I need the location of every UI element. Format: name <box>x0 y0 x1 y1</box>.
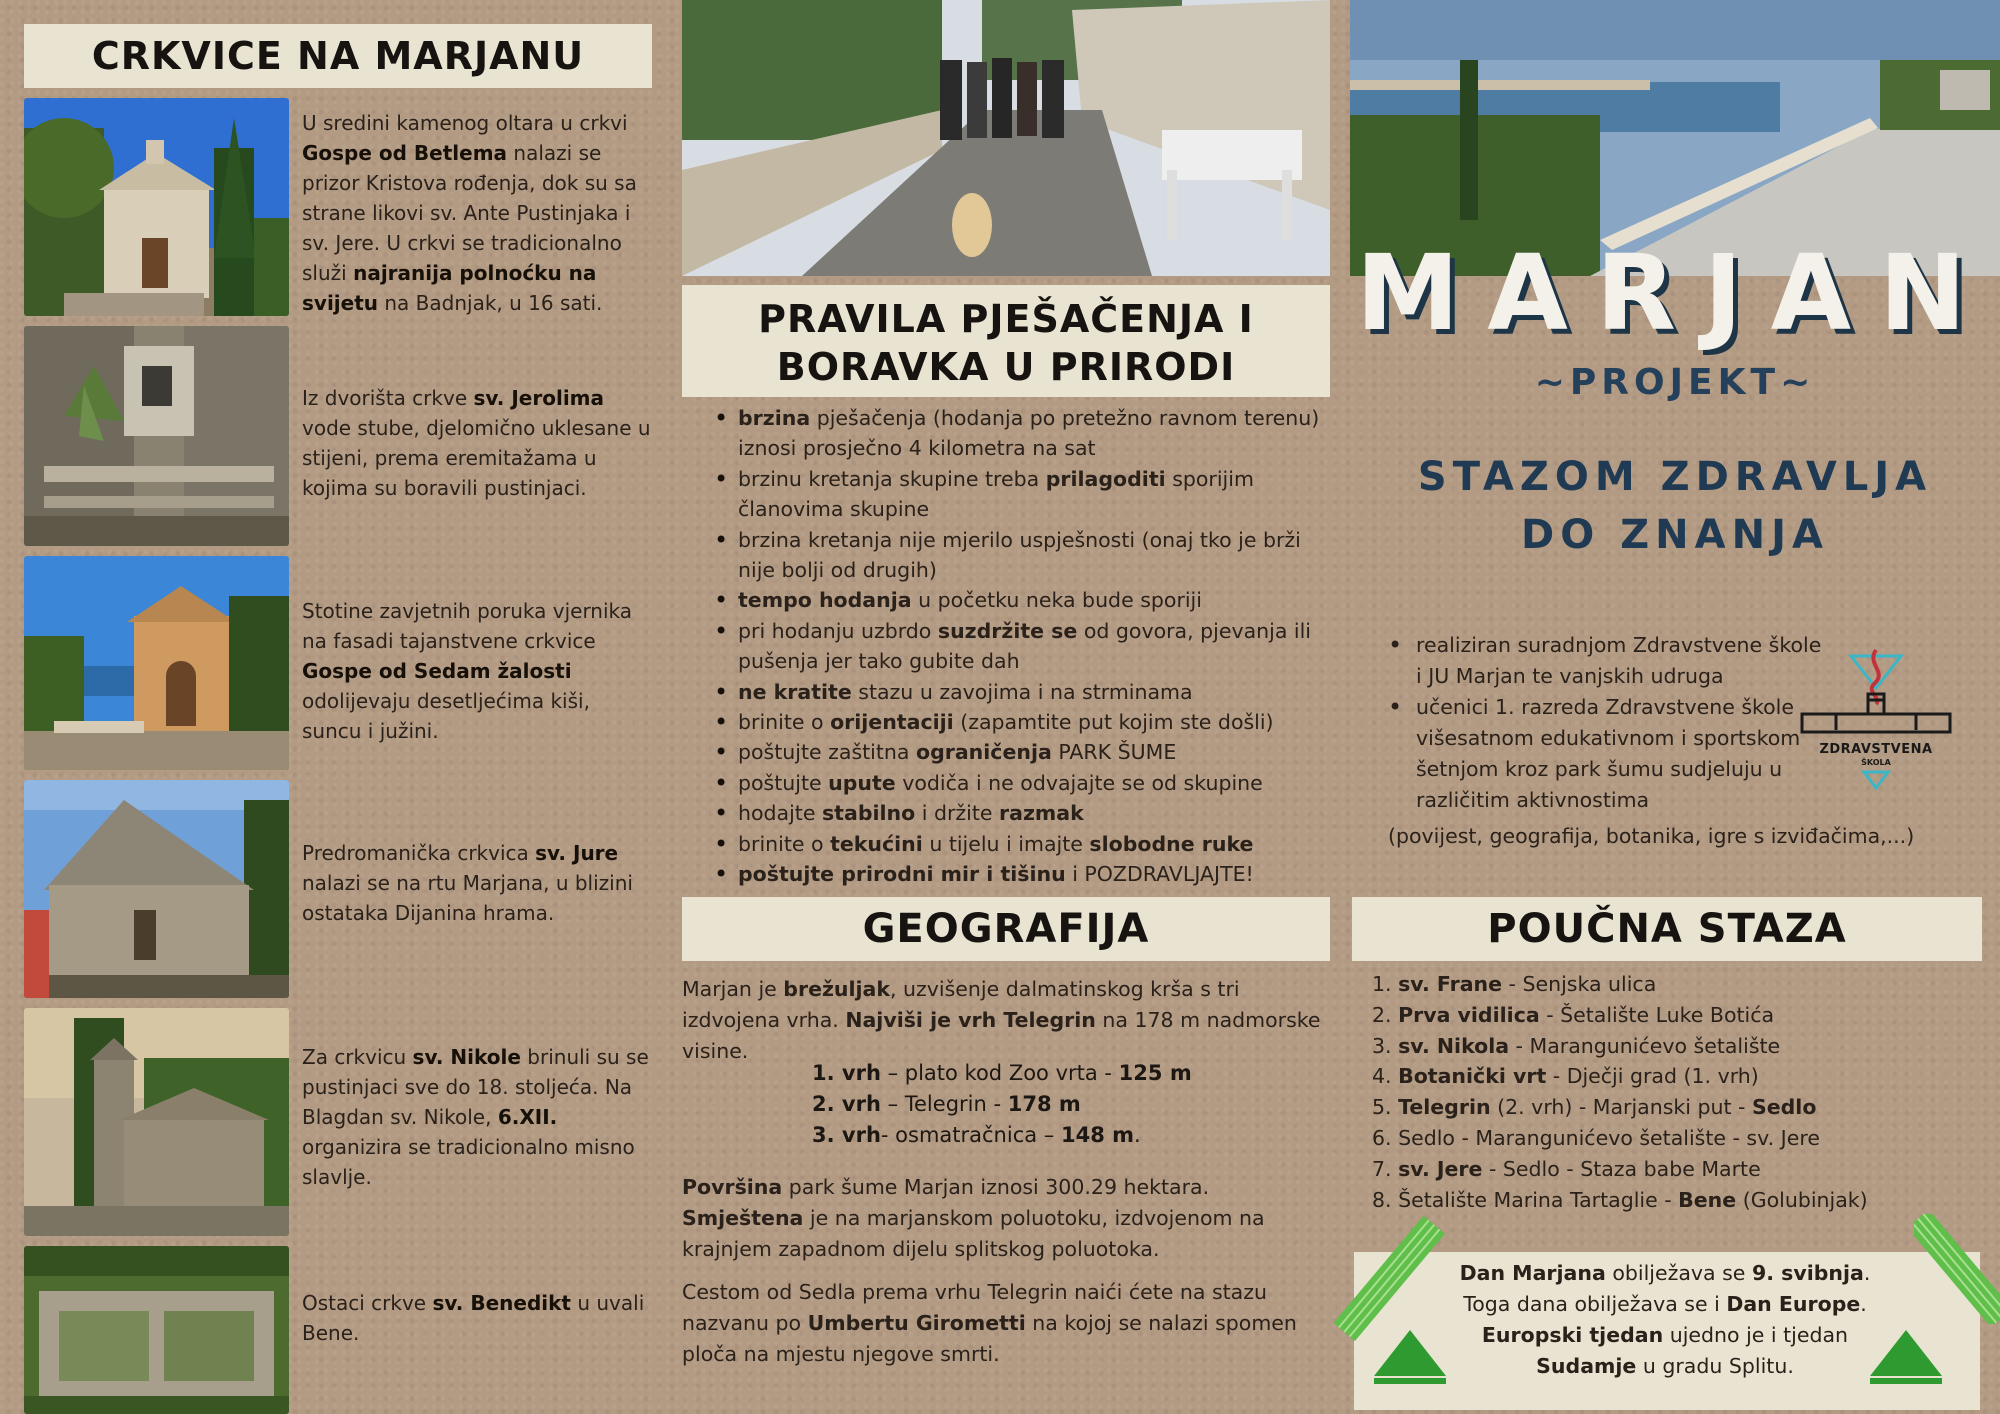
green-tape-left <box>1330 1214 1450 1344</box>
trail-item: 7. sv. Jere - Sedlo - Staza babe Marte <box>1372 1156 1761 1181</box>
church-photo-betlem <box>24 98 289 316</box>
peak-item: 3. vrh- osmatračnica – 148 m. <box>812 1123 1141 1147</box>
rule-item: • tempo hodanja u početku neka bude sporiji <box>694 585 1334 615</box>
trail-item: 4. Botanički vrt - Dječji grad (1. vrh) <box>1372 1064 1759 1089</box>
geography-title: GEOGRAFIJA <box>682 897 1330 961</box>
marjan-day-text: Dan Marjana obilježava se 9. svibnja. Toga dana obilježava se i Dan Europe. Europski tjedan ujedno je i tjedan Sudamje u gradu Splitu. <box>1459 1261 1871 1378</box>
church-text-sv-nikola: Za crkvicu sv. Nikole brinuli su se pustinjaci sve do 18. stoljeća. Na Blagdan sv. Nikole, 6.XII. organizira se tradicionalno misno slavlje. <box>302 1045 649 1189</box>
rule-item: • brinite o tekućini u tijelu i imajte slobodne ruke <box>694 829 1334 859</box>
church-photo-sv-jure <box>24 780 289 998</box>
project-list <box>1386 630 1826 816</box>
church-text-sv-benedikt: Ostaci crkve sv. Benedikt u uvali Bene. <box>302 1291 645 1345</box>
rule-item: • brinite o orijentaciji (zapamtite put kojim ste došli) <box>694 707 1334 737</box>
geography-intro: Marjan je brežuljak, uzvišenje dalmatinskog krša s tri izdvojena vrha. Najviši je vrh Telegrin na 178 m nadmorske visine. <box>682 977 1321 1063</box>
church-photo-sv-benedikt <box>24 1246 289 1414</box>
rule-item: • poštujte prirodni mir i tišinu i POZDRAVLJAJTE! <box>694 859 1334 889</box>
logo-sublabel: ŠKOLA <box>1861 758 1891 767</box>
logo-label: ZDRAVSTVENA <box>1819 742 1933 757</box>
trail-item: 6. Sedlo - Marangunićevo šetalište - sv. Jere <box>1372 1125 1820 1150</box>
rules-title <box>682 285 1330 397</box>
trail-item: 8. Šetalište Marina Tartaglie - Bene (Golubinjak) <box>1372 1187 1868 1212</box>
tree-icon <box>1370 1326 1450 1386</box>
trail-item: 3. sv. Nikola - Marangunićevo šetalište <box>1372 1033 1781 1058</box>
middle-panel <box>670 0 1350 1414</box>
subtitle-line2: DO ZNANJA <box>1521 512 1829 558</box>
rule-item: • pri hodanju uzbrdo suzdržite se od govora, pjevanja ili pušenja jer tako gubite dah <box>694 616 1334 677</box>
rule-item: • brzinu kretanja skupine treba prilagoditi sporijim članovima skupine <box>694 464 1334 525</box>
church-text-sedam-zalosti: Stotine zavjetnih poruka vjernika na fasadi tajanstvene crkvice Gospe od Sedam žalosti odolijevaju desetljećima kiši, suncu i južini. <box>302 599 633 743</box>
project-item: • realiziran suradnjom Zdravstvene škole i JU Marjan te vanjskih udruga <box>1386 630 1826 692</box>
rules-title-line1: PRAVILA PJEŠAČENJA I <box>758 297 1254 341</box>
rule-item: • brzina kretanja nije mjerilo uspješnosti (onaj tko je brži nije bolji od drugih) <box>694 525 1334 586</box>
trail-item: 2. Prva vidilica - Šetalište Luke Botića <box>1372 1002 1775 1027</box>
church-text-betlem: U sredini kamenog oltara u crkvi Gospe od Betlema nalazi se prizor Kristova rođenja, dok su sa strane likovi sv. Ante Pustinjaka i sv. Jere. U crkvi se tradicionalno služi najranija polnoćku na svijetu na Badnjak, u 16 sati. <box>302 111 637 315</box>
peak-item: 1. vrh – plato kod Zoo vrta - 125 m <box>812 1061 1192 1085</box>
rule-item: • hodajte stabilno i držite razmak <box>694 798 1334 828</box>
church-photo-sedam-zalosti <box>24 556 289 770</box>
hikers-photo <box>682 0 1330 276</box>
marjan-title: MARJAN <box>1355 232 1995 354</box>
rule-item: • poštujte zaštitna ograničenja PARK ŠUME <box>694 737 1334 767</box>
church-photo-jerolim <box>24 326 289 546</box>
school-logo <box>1796 644 1956 794</box>
left-panel <box>0 0 670 1414</box>
subtitle-line1: STAZOM ZDRAVLJA <box>1417 454 1933 500</box>
trail-list <box>1372 969 1972 1215</box>
educational-trail-title: POUČNA STAZA <box>1352 897 1982 961</box>
green-tape-right <box>1914 1214 2000 1324</box>
church-photo-sv-nikola <box>24 1008 289 1236</box>
project-item: • učenici 1. razreda Zdravstvene škole višesatnom edukativnom i sportskom šetnjom kroz park šumu sudjeluju u različitim aktivnostima <box>1386 692 1826 816</box>
geography-area: Površina park šume Marjan iznosi 300.29 hektara. Smještena je na marjanskom poluotoku, izdvojenom na krajnjem zapadnom dijelu splitskog poluotoka. <box>682 1175 1265 1261</box>
project-note: (povijest, geografija, botanika, igre s izviđačima,...) <box>1388 824 1915 848</box>
trail-item: 1. sv. Frane - Senjska ulica <box>1372 972 1657 996</box>
rules-title-line2: BORAVKA U PRIRODI <box>776 345 1236 389</box>
peak-item: 2. vrh – Telegrin - 178 m <box>812 1092 1081 1116</box>
rule-item: • poštujte upute vodiča i ne odvajajte se od skupine <box>694 768 1334 798</box>
right-panel <box>1350 0 2000 1414</box>
trail-item: 5. Telegrin (2. vrh) - Marjanski put - Sedlo <box>1372 1095 1817 1120</box>
rules-list <box>694 403 1334 890</box>
church-text-jerolim: Iz dvorišta crkve sv. Jerolima vode stube, djelomično uklesane u stijeni, prema eremitažama u kojima su boravili pustinjaci. <box>302 386 651 500</box>
geography-path: Cestom od Sedla prema vrhu Telegrin naići ćete na stazu nazvanu po Umbertu Girometti na kojoj se nalazi spomen ploča na mjestu njegove smrti. <box>682 1280 1297 1366</box>
churches-title: CRKVICE NA MARJANU <box>24 24 652 88</box>
rule-item: • ne kratite stazu u zavojima i na strminama <box>694 677 1334 707</box>
rule-item: • brzina pješačenja (hodanja po pretežno ravnom terenu) iznosi prosječno 4 kilometra na sat <box>694 403 1334 464</box>
church-text-sv-jure: Predromanička crkvica sv. Jure nalazi se na rtu Marjana, u blizini ostataka Dijanina hrama. <box>302 841 633 925</box>
peaks-list <box>812 1058 1272 1151</box>
projekt-label: ~PROJEKT~ <box>1534 362 1816 403</box>
